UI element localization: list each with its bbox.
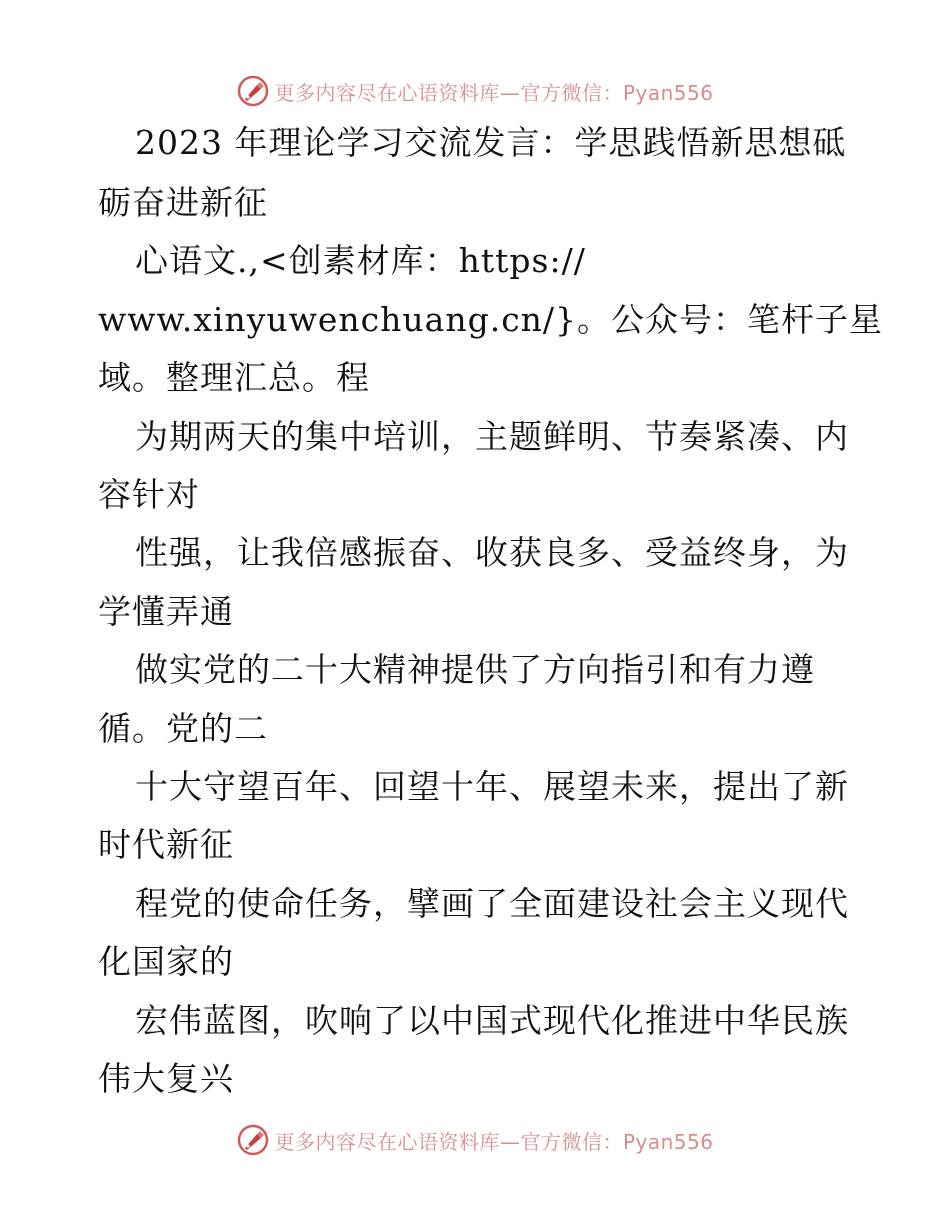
watermark-banner-top [0, 71, 950, 111]
paragraph-line: 宏伟蓝图，吹响了以中国式现代化推进中华民族 [135, 1001, 849, 1040]
watermark-text: 更多内容尽在心语资料库—官方微信：Pyan556 [274, 80, 714, 105]
source-line-3: 域。整理汇总。程 [98, 358, 370, 397]
source-line-1: 心语文.,<创素材库：https:// [135, 241, 586, 280]
paragraph-line: 学懂弄通 [98, 592, 234, 631]
source-line-2: www.xinyuwenchuang.cn/}。公众号：笔杆子星 [98, 300, 884, 339]
paragraph-line: 时代新征 [98, 825, 234, 864]
watermark-text: 更多内容尽在心语资料库—官方微信：Pyan556 [274, 1129, 714, 1154]
paragraph-line: 做实党的二十大精神提供了方向指引和有力遵 [135, 650, 815, 689]
paragraph-line: 容针对 [98, 475, 200, 514]
paragraph-line: 程党的使命任务，擘画了全面建设社会主义现代 [135, 884, 849, 923]
pen-nib-icon [236, 1123, 270, 1157]
title-line-2: 砺奋进新征 [98, 183, 268, 222]
paragraph-line: 循。党的二 [98, 709, 268, 748]
pen-nib-icon [236, 74, 270, 108]
paragraph-line: 伟大复兴 [98, 1059, 234, 1098]
watermark-banner-bottom [0, 1120, 950, 1160]
paragraph-line: 性强，让我倍感振奋、收获良多、受益终身，为 [135, 533, 849, 572]
paragraph-line: 十大守望百年、回望十年、展望未来，提出了新 [135, 767, 849, 806]
title-line-1: 2023 年理论学习交流发言：学思践悟新思想砥 [135, 123, 847, 162]
paragraph-line: 为期两天的集中培训，主题鲜明、节奏紧凑、内 [135, 417, 849, 456]
paragraph-line: 化国家的 [98, 942, 234, 981]
